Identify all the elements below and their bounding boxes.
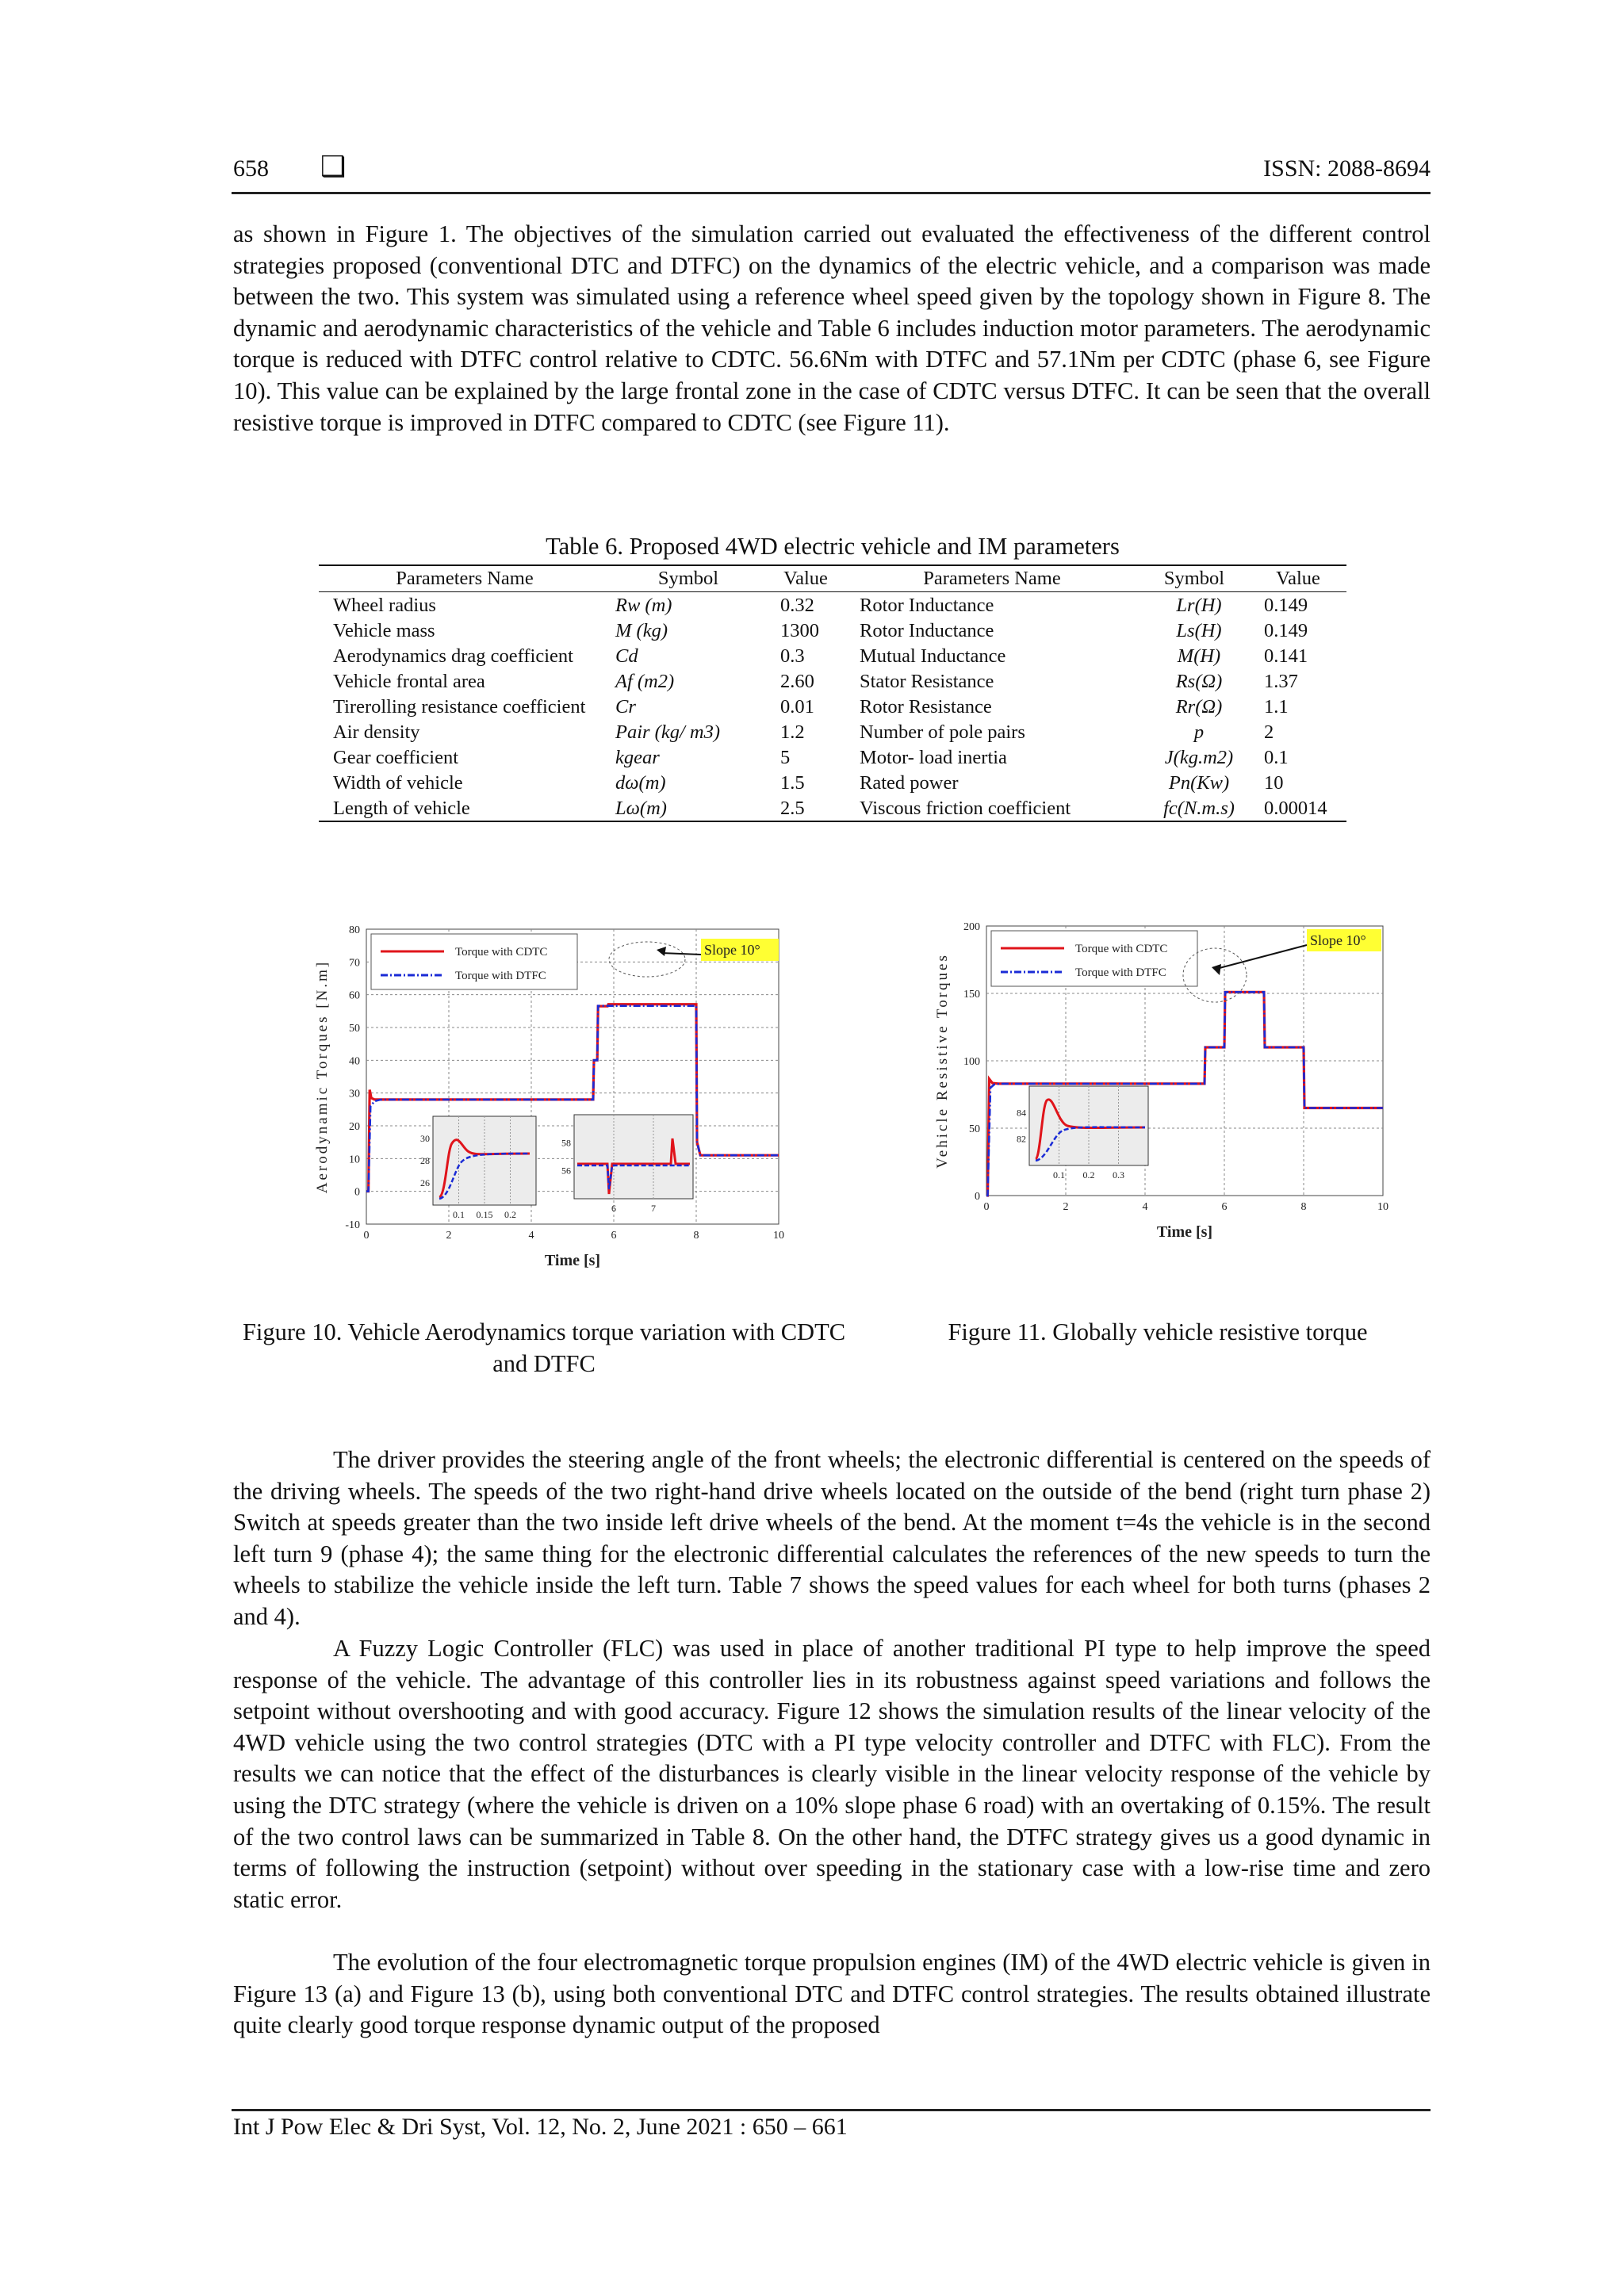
resistive-torque-chart bbox=[912, 912, 1404, 1269]
column-header: Symbol bbox=[1139, 565, 1250, 592]
y-tick-label: 40 bbox=[349, 1055, 360, 1068]
table-cell: Length of vehicle bbox=[319, 795, 611, 821]
paragraph: The driver provides the steering angle of the front wheels; the electronic differential is centered on the speeds of the driving wheels. The speeds of the two right-hand drive wheels located on the outside of the bend (right turn phase 2) Switch at speeds greater than the two inside left drive wheels of the bend. At the moment t=4s the vehicle is in the second left turn 9 (phase 4); the same thing for the electronic differential calculates the references of the new speeds to turn the wheels to stabilize the vehicle inside the left turn. Table 7 shows the speed values for each wheel for both turns (phases 2 and 4). bbox=[233, 1446, 1431, 1630]
table-cell: 1.5 bbox=[780, 772, 805, 794]
y-tick-label: 80 bbox=[349, 924, 360, 936]
x-tick-label: 2 bbox=[446, 1230, 452, 1242]
x-axis-label: Time [s] bbox=[1156, 1223, 1213, 1241]
y-axis-label: Aerodynamic Torques [N.m] bbox=[314, 959, 331, 1194]
inset-x-tick: 0.1 bbox=[1053, 1169, 1065, 1181]
x-tick-label: 2 bbox=[1063, 1201, 1069, 1213]
header-rule bbox=[232, 192, 1431, 194]
legend-label: Torque with CDTC bbox=[1075, 943, 1168, 955]
y-tick-label: 50 bbox=[349, 1023, 360, 1035]
table-cell: 2.60 bbox=[780, 671, 814, 692]
table-cell: M (kg) bbox=[615, 620, 668, 641]
table-cell: Vehicle mass bbox=[333, 620, 435, 641]
x-tick-label: 10 bbox=[773, 1230, 784, 1242]
table-cell: 5 bbox=[780, 747, 791, 768]
aerodynamic-torque-chart bbox=[298, 912, 806, 1284]
table-cell: Rated power bbox=[860, 772, 959, 794]
x-tick-label: 6 bbox=[1221, 1201, 1228, 1213]
table-cell: dω(m) bbox=[615, 772, 666, 794]
y-tick-label: 20 bbox=[349, 1121, 360, 1133]
table-cell: Mutual Inductance bbox=[860, 645, 1006, 667]
table-cell: Width of vehicle bbox=[333, 772, 463, 794]
column-header: Symbol bbox=[611, 565, 766, 592]
x-tick-label: 8 bbox=[693, 1230, 699, 1242]
x-tick-label: 0 bbox=[363, 1230, 370, 1242]
table-cell: 2 bbox=[1264, 721, 1274, 743]
table-row bbox=[319, 795, 1346, 821]
paragraph: A Fuzzy Logic Controller (FLC) was used in place of another traditional PI type to help improve the speed response of the vehicle. The advantage of this controller lies in its robustness against speed variations and follows the setpoint without overshooting and with good accuracy. Figure 12 shows the simulation results of the linear velocity of the 4WD vehicle using the two control strategies (DTC with a PI type velocity controller and DTFC with FLC). From the results we can notice that the effect of the disturbances is clearly visible in the linear velocity response of the vehicle by using the DTC strategy (where the vehicle is driven on a 10% slope phase 6 road) with an overtaking of 0.15%. The result of the two control laws can be summarized in Table 8. On the other hand, the DTFC strategy gives us a good dynamic in terms of following the instruction (setpoint) without over speeding in the stationary case with a low-rise time and zero static error. bbox=[233, 1635, 1431, 1913]
figure-10-caption: Figure 10. Vehicle Aerodynamics torque variation with CDTC and DTFC bbox=[242, 1318, 846, 1377]
inset-x-tick: 0.15 bbox=[476, 1209, 493, 1220]
legend-label: Torque with CDTC bbox=[455, 946, 548, 959]
table-cell: 0.00014 bbox=[1250, 795, 1346, 821]
table-row bbox=[319, 643, 1346, 668]
table-cell: Rr(Ω) bbox=[1175, 696, 1223, 718]
table-cell: Air density bbox=[333, 721, 420, 743]
page-number: 658 bbox=[233, 155, 269, 182]
zoom-inset bbox=[561, 1115, 693, 1214]
inset-x-tick: 6 bbox=[611, 1203, 616, 1214]
table-cell: Cr bbox=[615, 696, 636, 718]
table-cell: Ls(H) bbox=[1176, 620, 1222, 641]
table-cell: 2.5 bbox=[766, 795, 845, 821]
legend bbox=[991, 931, 1197, 986]
y-tick-label: 30 bbox=[349, 1088, 360, 1100]
table-row bbox=[319, 770, 1346, 795]
y-tick-label: 0 bbox=[354, 1186, 360, 1199]
table-row bbox=[319, 592, 1346, 618]
x-tick-label: 4 bbox=[1142, 1201, 1148, 1213]
table-row bbox=[319, 618, 1346, 643]
parameters-table bbox=[319, 564, 1346, 822]
paragraph: as shown in Figure 1. The objectives of the simulation carried out evaluated the effectiveness of the different control strategies proposed (conventional DTC and DTFC) on the dynamics of the electric vehicle, and a comparison was made between the two. This system was simulated using a reference wheel speed given by the topology shown in Figure 8. The dynamic and aerodynamic characteristics of the vehicle and Table 6 includes induction motor parameters. The aerodynamic torque is reduced with DTFC control relative to CDTC. 56.6Nm with DTFC and 57.1Nm per CDTC (phase 6, see Figure 10). This value can be explained by the large frontal zone in the case of CDTC versus DTFC. It can be seen that the overall resistive torque is improved in DTFC compared to CDTC (see Figure 11). bbox=[233, 220, 1431, 436]
table-cell: Rotor Resistance bbox=[860, 696, 992, 718]
inset-y-tick: 28 bbox=[420, 1155, 430, 1166]
table-cell: p bbox=[1193, 721, 1205, 743]
table-cell: 10 bbox=[1264, 772, 1284, 794]
y-tick-label: 70 bbox=[349, 957, 360, 970]
table-cell: Lω(m) bbox=[611, 795, 766, 821]
table-cell: Rw (m) bbox=[615, 595, 672, 616]
annotation-label: Slope 10° bbox=[1310, 932, 1366, 948]
table-cell: Tirerolling resistance coefficient bbox=[333, 696, 586, 718]
table-cell: Vehicle frontal area bbox=[333, 671, 485, 692]
x-tick-label: 10 bbox=[1377, 1201, 1388, 1213]
table-cell: Cd bbox=[615, 645, 638, 667]
column-header: Value bbox=[766, 565, 845, 592]
table-cell: Pair (kg/ m3) bbox=[615, 721, 720, 743]
table-row bbox=[319, 694, 1346, 719]
table-row bbox=[319, 668, 1346, 694]
inset-y-tick: 82 bbox=[1017, 1133, 1026, 1145]
table-cell: Number of pole pairs bbox=[860, 721, 1025, 743]
table-cell: 0.32 bbox=[780, 595, 814, 616]
inset-x-tick: 7 bbox=[651, 1203, 656, 1214]
table-cell: Lr(H) bbox=[1176, 595, 1222, 616]
table-cell: 1.37 bbox=[1264, 671, 1298, 692]
inset-y-tick: 58 bbox=[561, 1137, 571, 1149]
y-tick-label: 50 bbox=[969, 1123, 980, 1135]
column-header: Parameters Name bbox=[319, 565, 611, 592]
table-cell: Rotor Inductance bbox=[860, 595, 994, 616]
table-cell: 0.01 bbox=[780, 696, 814, 718]
y-tick-label: 200 bbox=[963, 921, 980, 933]
y-tick-label: 100 bbox=[963, 1056, 980, 1068]
table-caption: Table 6. Proposed 4WD electric vehicle and IM parameters bbox=[546, 533, 1120, 560]
table-cell: Pn(Kw) bbox=[1168, 772, 1230, 794]
table-cell: Af (m2) bbox=[615, 671, 675, 692]
inset-y-tick: 30 bbox=[420, 1133, 430, 1144]
table-header-row bbox=[319, 565, 1346, 592]
table-cell: 0.149 bbox=[1264, 620, 1308, 641]
table-cell: Stator Resistance bbox=[860, 671, 994, 692]
y-tick-label: 150 bbox=[963, 989, 980, 1001]
table-cell: fc(N.m.s) bbox=[1139, 795, 1250, 821]
annotation-label: Slope 10° bbox=[704, 942, 760, 958]
table-row bbox=[319, 744, 1346, 770]
y-tick-label: 60 bbox=[349, 989, 360, 1002]
table-cell: kgear bbox=[615, 747, 660, 768]
inset-y-tick: 26 bbox=[420, 1177, 430, 1188]
x-tick-label: 8 bbox=[1300, 1201, 1307, 1213]
issn: ISSN: 2088-8694 bbox=[1263, 155, 1431, 182]
y-tick-label: 10 bbox=[349, 1154, 360, 1166]
y-axis-label: Vehicle Resistive Torques bbox=[934, 953, 951, 1169]
x-tick-label: 0 bbox=[983, 1201, 990, 1213]
table-cell: 0.149 bbox=[1264, 595, 1308, 616]
table-cell: J(kg.m2) bbox=[1164, 747, 1234, 768]
table-cell: Rotor Inductance bbox=[860, 620, 994, 641]
paragraph: The evolution of the four electromagnetic torque propulsion engines (IM) of the 4WD electric vehicle is given in Figure 13 (a) and Figure 13 (b), using both conventional DTC and DTFC control strategies. The results obtained illustrate quite clearly good torque response dynamic output of the proposed bbox=[233, 1949, 1431, 2039]
table-cell: 0.3 bbox=[780, 645, 805, 667]
footer-rule bbox=[232, 2109, 1431, 2111]
legend bbox=[371, 934, 577, 989]
table-cell: Gear coefficient bbox=[333, 747, 459, 768]
table-cell: 1.2 bbox=[780, 721, 805, 743]
y-tick-label: -10 bbox=[345, 1219, 360, 1231]
box-icon: ❑ bbox=[320, 151, 347, 183]
inset-x-tick: 0.2 bbox=[504, 1209, 516, 1220]
x-axis-label: Time [s] bbox=[544, 1252, 601, 1269]
table-cell: 1300 bbox=[780, 620, 819, 641]
y-tick-label: 0 bbox=[975, 1191, 980, 1203]
column-header: Parameters Name bbox=[845, 565, 1139, 592]
figure-11-caption: Figure 11. Globally vehicle resistive torque bbox=[948, 1318, 1368, 1345]
table-row bbox=[319, 719, 1346, 744]
table-cell: Wheel radius bbox=[333, 595, 436, 616]
table-cell: Viscous friction coefficient bbox=[845, 795, 1139, 821]
legend-label: Torque with DTFC bbox=[1075, 966, 1166, 979]
table-cell: Aerodynamics drag coefficient bbox=[333, 645, 573, 667]
table-cell: 0.141 bbox=[1264, 645, 1308, 667]
x-tick-label: 4 bbox=[528, 1230, 534, 1242]
inset-y-tick: 84 bbox=[1017, 1107, 1026, 1119]
table-cell: 0.1 bbox=[1264, 747, 1289, 768]
zoom-inset bbox=[420, 1116, 536, 1220]
table-cell: Motor- load inertia bbox=[860, 747, 1007, 768]
inset-x-tick: 0.2 bbox=[1082, 1169, 1095, 1181]
inset-y-tick: 56 bbox=[561, 1165, 571, 1177]
inset-x-tick: 0.1 bbox=[453, 1209, 465, 1220]
table-cell: Rs(Ω) bbox=[1175, 671, 1223, 692]
legend-label: Torque with DTFC bbox=[455, 970, 546, 982]
table-cell: M(H) bbox=[1177, 645, 1221, 667]
column-header: Value bbox=[1250, 565, 1346, 592]
x-tick-label: 6 bbox=[611, 1230, 617, 1242]
footer-citation: Int J Pow Elec & Dri Syst, Vol. 12, No. 2, June 2021 : 650 – 661 bbox=[233, 2114, 848, 2140]
table-cell: 1.1 bbox=[1264, 696, 1289, 718]
inset-x-tick: 0.3 bbox=[1113, 1169, 1124, 1181]
